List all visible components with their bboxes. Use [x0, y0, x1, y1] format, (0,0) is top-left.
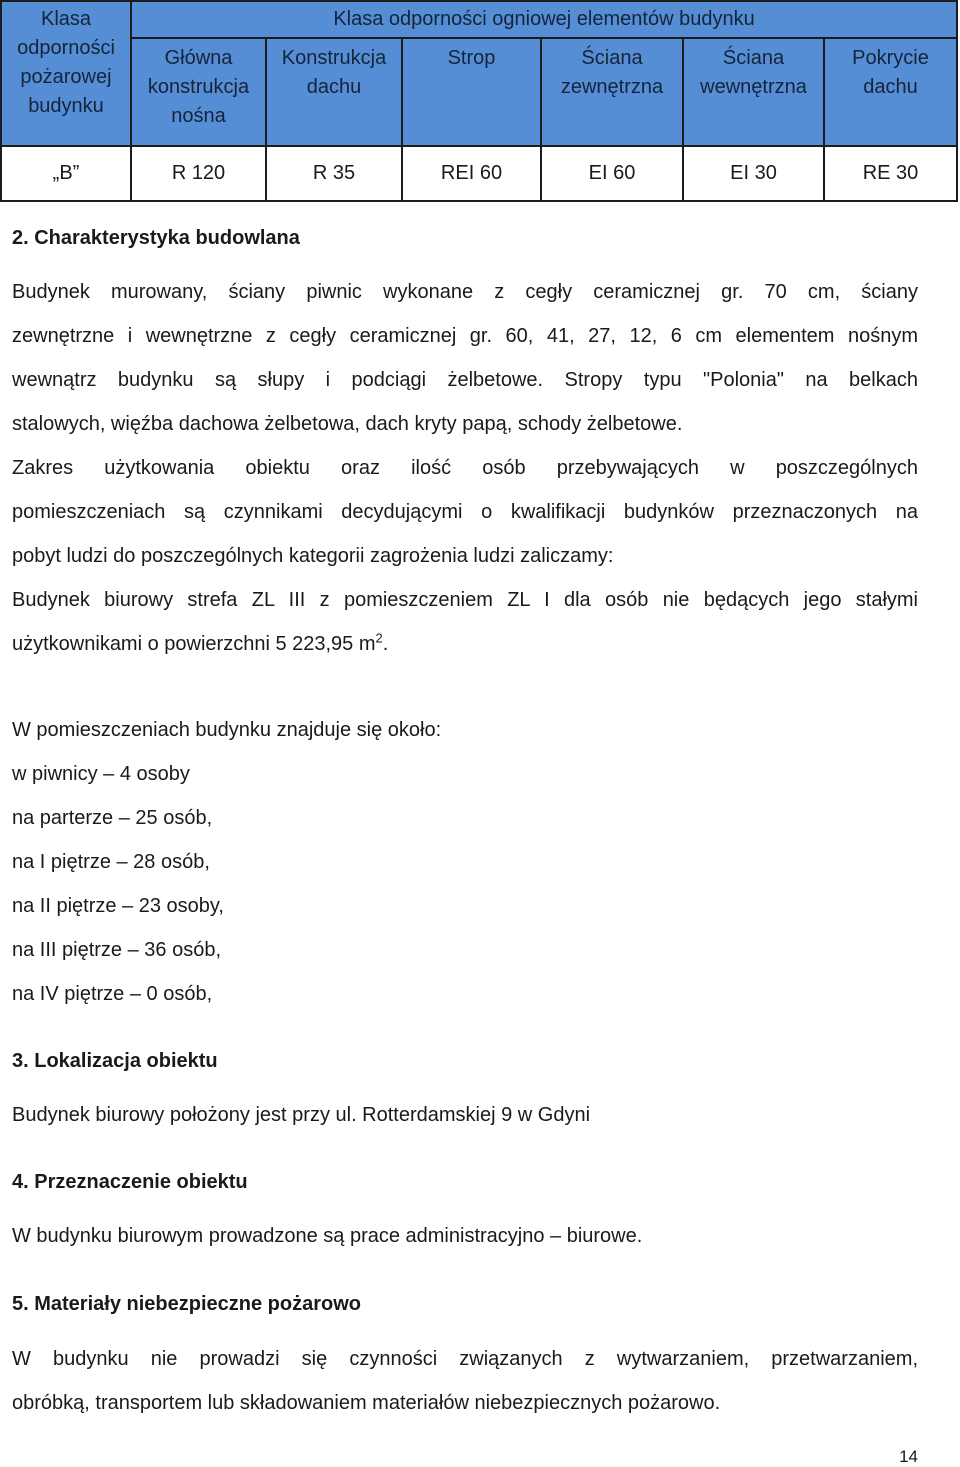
occupancy-floor-1: na I piętrze – 28 osób, [12, 851, 210, 873]
paragraph-line: Budynek biurowy strefa ZL III z pomieszczeniem ZL I dla osób nie będących jego stałymi [12, 589, 918, 611]
paragraph-line: pobyt ludzi do poszczególnych kategorii zagrożenia ludzi zaliczamy: [12, 545, 614, 567]
cell-external-wall: EI 60 [541, 146, 683, 201]
paragraph-line: zewnętrzne i wewnętrzne z cegły ceramicznej gr. 60, 41, 27, 12, 6 cm elementem nośnym [12, 325, 918, 347]
paragraph-line: Budynek murowany, ściany piwnic wykonane z cegły ceramicznej gr. 70 cm, ściany [12, 281, 918, 303]
cell-roof-covering: RE 30 [824, 146, 957, 201]
section-2-heading: 2. Charakterystyka budowlana [12, 227, 300, 249]
occupancy-basement: w piwnicy – 4 osoby [12, 763, 190, 785]
section-5-heading: 5. Materiały niebezpieczne pożarowo [12, 1293, 361, 1315]
paragraph-line: wewnątrz budynku są słupy i podciągi żelbetowe. Stropy typu "Polonia" na belkach [12, 369, 918, 391]
header-roof-covering: Pokrycie dachu [824, 38, 957, 146]
occupancy-intro: W pomieszczeniach budynku znajduje się około: [12, 719, 442, 741]
purpose-text: W budynku biurowym prowadzone są prace administracyjno – biurowe. [12, 1225, 643, 1247]
header-external-wall: Ściana zewnętrzna [541, 38, 683, 146]
cell-internal-wall: EI 30 [683, 146, 824, 201]
occupancy-floor-3: na III piętrze – 36 osób, [12, 939, 222, 961]
paragraph-usage [12, 446, 918, 578]
section-4-heading: 4. Przeznaczenie obiektu [12, 1171, 248, 1193]
paragraph-line: pomieszczeniach są czynnikami decydującymi o kwalifikacji budynków przeznaczonych na [12, 501, 918, 523]
paragraph-line [12, 622, 918, 666]
cell-building-class: „B” [1, 146, 131, 201]
paragraph-line: Zakres użytkowania obiektu oraz ilość osób przebywających w poszczególnych [12, 457, 918, 479]
cell-roof-structure: R 35 [266, 146, 402, 201]
occupancy-ground-floor: na parterze – 25 osób, [12, 807, 213, 829]
cell-ceiling: REI 60 [402, 146, 541, 201]
paragraph-construction [12, 270, 918, 446]
header-building-class: Klasa odporności pożarowej budynku [1, 1, 131, 146]
section-3-heading: 3. Lokalizacja obiektu [12, 1050, 218, 1072]
header-roof-structure: Konstrukcja dachu [266, 38, 402, 146]
paragraph-line: obróbką, transportem lub składowaniem materiałów niebezpiecznych pożarowo. [12, 1392, 721, 1414]
page-number: 14 [899, 1447, 918, 1466]
area-unit-superscript: 2 [375, 630, 383, 646]
area-text-end: . [382, 633, 389, 655]
fire-resistance-table [0, 0, 958, 202]
header-element-class-group: Klasa odporności ogniowej elementów budynku [131, 1, 957, 38]
paragraph-zone [12, 578, 918, 666]
paragraph-line: stalowych, więźba dachowa żelbetowa, dach kryty papą, schody żelbetowe. [12, 413, 683, 435]
header-internal-wall: Ściana wewnętrzna [683, 38, 824, 146]
occupancy-floor-4: na IV piętrze – 0 osób, [12, 983, 213, 1005]
area-text: użytkownikami o powierzchni 5 223,95 m [12, 633, 376, 655]
header-main-structure: Główna konstrukcja nośna [131, 38, 266, 146]
location-text: Budynek biurowy położony jest przy ul. Rotterdamskiej 9 w Gdyni [12, 1104, 591, 1126]
paragraph-line: W budynku nie prowadzi się czynności związanych z wytwarzaniem, przetwarzaniem, [12, 1348, 918, 1370]
paragraph-hazardous [12, 1337, 918, 1425]
header-ceiling: Strop [402, 38, 541, 146]
table-row [1, 146, 957, 201]
occupancy-floor-2: na II piętrze – 23 osoby, [12, 895, 224, 917]
cell-main-structure: R 120 [131, 146, 266, 201]
